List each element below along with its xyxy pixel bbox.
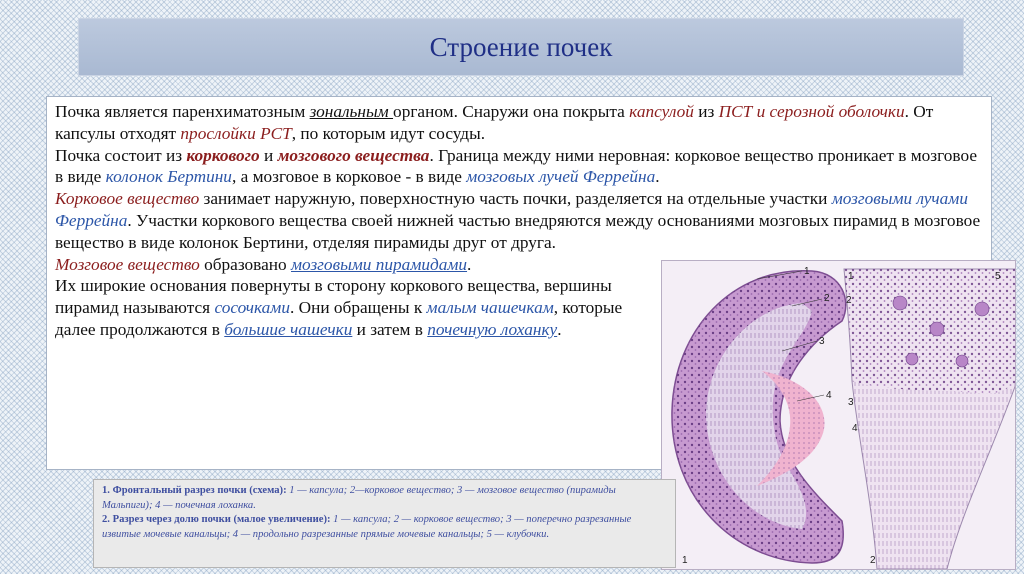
figure1-label: 1: [804, 266, 810, 277]
caption-line-1: 1. Фронтальный разрез почки (схема): 1 — капсула; 2—корковое вещество; 3 — мозговое вещество (пирамиды Мальпиги); 4 — почечная лоханка.: [102, 485, 616, 511]
lobe-section-diagram: [844, 269, 1016, 569]
kidney-histology-figure: [661, 260, 1016, 570]
figure-panel-number: 2: [870, 555, 876, 566]
paragraph-papillae: Их широкие основания повернуты в сторону коркового вещества, вершины пирамид называются сосочками. Они обращены к малым чашечкам, которые далее продолжаются в большие чашечки и затем в почечную лоханку.: [55, 276, 623, 339]
figure1-label: 3: [819, 336, 825, 347]
figure-caption: [93, 479, 676, 568]
figure1-label: 4: [826, 390, 832, 401]
kidney-illustration: [662, 261, 1016, 570]
figure1-label: 2: [824, 293, 830, 304]
paragraph-medulla: Мозговое вещество образовано мозговыми пирамидами.: [55, 254, 472, 274]
title-bar: [78, 18, 964, 76]
figure2-label: 2: [846, 295, 852, 306]
frontal-section-diagram: [672, 266, 846, 566]
paragraph-capsule: Почка является паренхиматозным зональным органом. Снаружи она покрыта капсулой из ПСТ и серозной оболочки. От капсулы отходят прослойки РСТ, по которым идут сосуды.: [55, 102, 934, 143]
caption-line-2: 2. Разрез через долю почки (малое увеличение): 1 — капсула; 2 — корковое вещество; 3 — поперечно разрезанные извитые мочевые канальцы; 4 — продольно разрезанные прямые мочевые канальцы; 5 — клубочки.: [102, 514, 632, 540]
figure2-label: 1: [848, 271, 854, 282]
figure-panel-number: 1: [682, 555, 688, 566]
figure2-label: 4: [852, 423, 858, 434]
figure2-label: 5: [995, 271, 1001, 282]
figure2-label: 3: [848, 397, 854, 408]
paragraph-structure: Почка состоит из коркового и мозгового вещества. Граница между ними неровная: корковое вещество проникает в мозговое в виде колонок Бертини, а мозговое в корковое - в виде мозговых лучей Феррейна.: [55, 145, 977, 187]
paragraph-medulla-block: [55, 254, 658, 341]
slide-title: Строение почек: [429, 31, 613, 62]
paragraph-cortex: Корковое вещество занимает наружную, поверхностную часть почки, разделяется на отдельные участки мозговыми лучами Феррейна. Участки коркового вещества своей нижней частью внедряются между основаниями мозговых пирамид в мозговое вещество в виде колонок Бертини, отделяя пирамиды друг от друга.: [55, 189, 981, 252]
